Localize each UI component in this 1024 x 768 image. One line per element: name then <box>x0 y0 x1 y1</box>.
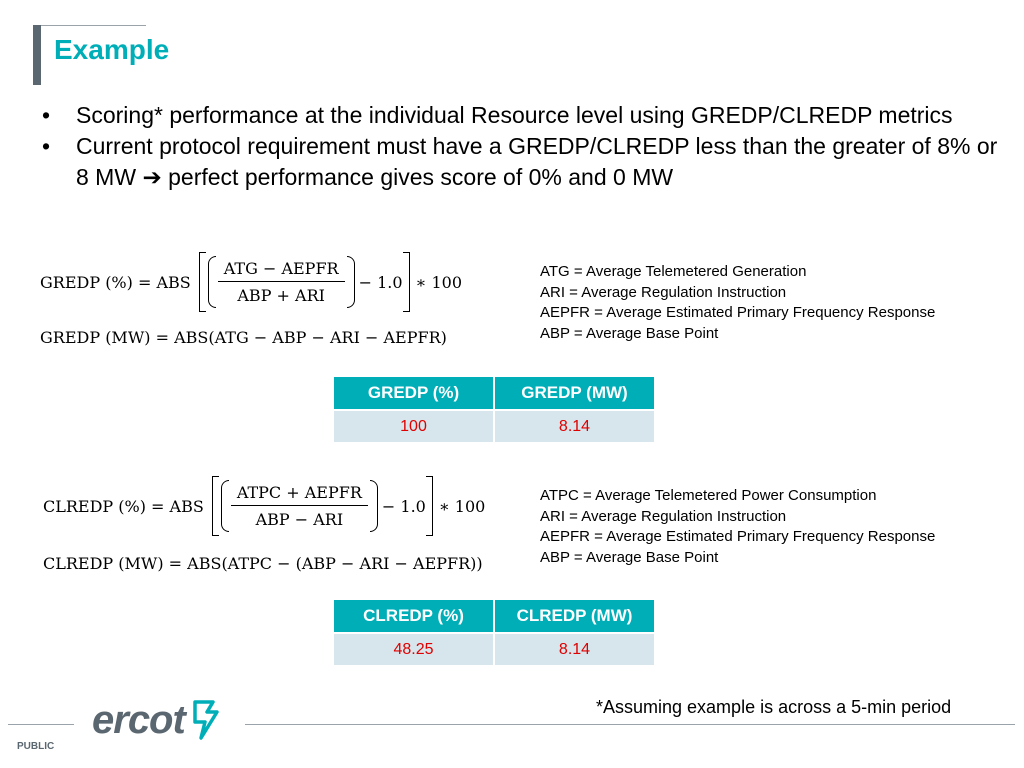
footnote: *Assuming example is across a 5-min period <box>596 697 952 717</box>
table-cell: 8.14 <box>495 634 654 665</box>
clredp-definitions <box>540 486 935 568</box>
table-cell: 48.25 <box>334 634 493 665</box>
table-header-cell: GREDP (MW) <box>495 377 654 409</box>
bullet-mark: • <box>42 133 51 159</box>
right-bracket <box>403 252 410 312</box>
definition-line: ATG = Average Telemetered Generation <box>540 263 807 280</box>
title-accent-bar <box>33 25 41 85</box>
logo-wordmark: ercot <box>92 698 185 742</box>
definition-line: ARI = Average Regulation Instruction <box>540 507 787 525</box>
table-cell: 8.14 <box>495 411 654 442</box>
clredp-numerator: ATPC + AEPFR <box>231 483 368 506</box>
gredp-results-table <box>332 375 656 444</box>
arrow-icon: ➔ <box>142 164 162 190</box>
gredp-numerator: ATG − AEPFR <box>218 259 345 282</box>
clredp-denominator: ABP − ARI <box>255 510 344 529</box>
definition-line: ABP = Average Base Point <box>540 324 719 342</box>
bullet-list <box>38 100 998 193</box>
definition-line: ARI = Average Regulation Instruction <box>540 283 787 301</box>
gredp-minus-one: − 1.0 <box>358 272 403 292</box>
clredp-mw-equation: CLREDP (MW) = ABS(ATPC − (ABP − ARI − AEPFR)) <box>43 554 483 573</box>
left-paren <box>221 480 229 532</box>
clredp-fraction <box>231 483 368 529</box>
clredp-minus-one: − 1.0 <box>381 496 426 516</box>
lightning-bolt-icon <box>187 698 221 742</box>
gredp-definitions <box>540 262 935 344</box>
table-row <box>334 411 654 442</box>
gredp-pct-equation <box>40 252 462 312</box>
table-cell: 100 <box>334 411 493 442</box>
bullet-text-2: Current protocol requirement must have a GREDP/CLREDP less than the greater of 8% or 8 MW <box>76 133 998 190</box>
page-title: Example <box>54 34 170 65</box>
clredp-pct-equation <box>43 476 485 536</box>
gredp-fraction <box>218 259 345 305</box>
bullet-text-3: perfect performance gives score of 0% and 0 MW <box>168 164 674 190</box>
gredp-mw-equation: GREDP (MW) = ABS(ATG − ABP − ARI − AEPFR) <box>40 328 447 347</box>
table-header-cell: GREDP (%) <box>334 377 493 409</box>
footer-rule-right <box>245 724 1015 725</box>
footer-rule-left <box>8 724 74 725</box>
definition-line: AEPFR = Average Estimated Primary Frequency Response <box>540 528 936 545</box>
definition-line: ATPC = Average Telemetered Power Consumption <box>540 487 877 504</box>
clredp-pct-lhs: CLREDP (%) = ABS <box>43 496 204 516</box>
classification-label: PUBLIC <box>17 741 55 752</box>
definition-line: AEPFR = Average Estimated Primary Frequency Response <box>540 304 936 321</box>
left-bracket <box>212 476 219 536</box>
table-header-cell: CLREDP (%) <box>334 600 493 632</box>
table-header-row <box>334 377 654 409</box>
right-bracket <box>426 476 433 536</box>
bullet-item-2 <box>38 131 998 193</box>
ercot-logo <box>92 698 221 742</box>
left-paren <box>208 256 216 308</box>
bullet-item-1 <box>38 100 998 131</box>
right-paren <box>370 480 378 532</box>
title-rule <box>41 25 146 26</box>
clredp-results-table <box>332 598 656 667</box>
table-row <box>334 634 654 665</box>
gredp-times-100: ∗ 100 <box>415 272 463 292</box>
definition-line: ABP = Average Base Point <box>540 548 719 566</box>
gredp-pct-lhs: GREDP (%) = ABS <box>40 272 191 292</box>
clredp-times-100: ∗ 100 <box>438 496 486 516</box>
gredp-denominator: ABP + ARI <box>237 286 325 305</box>
bullet-text-1: Scoring* performance at the individual Resource level using GREDP/CLREDP metrics <box>76 102 953 128</box>
table-header-row <box>334 600 654 632</box>
left-bracket <box>199 252 206 312</box>
table-header-cell: CLREDP (MW) <box>495 600 654 632</box>
bullet-mark: • <box>42 102 51 128</box>
right-paren <box>347 256 355 308</box>
